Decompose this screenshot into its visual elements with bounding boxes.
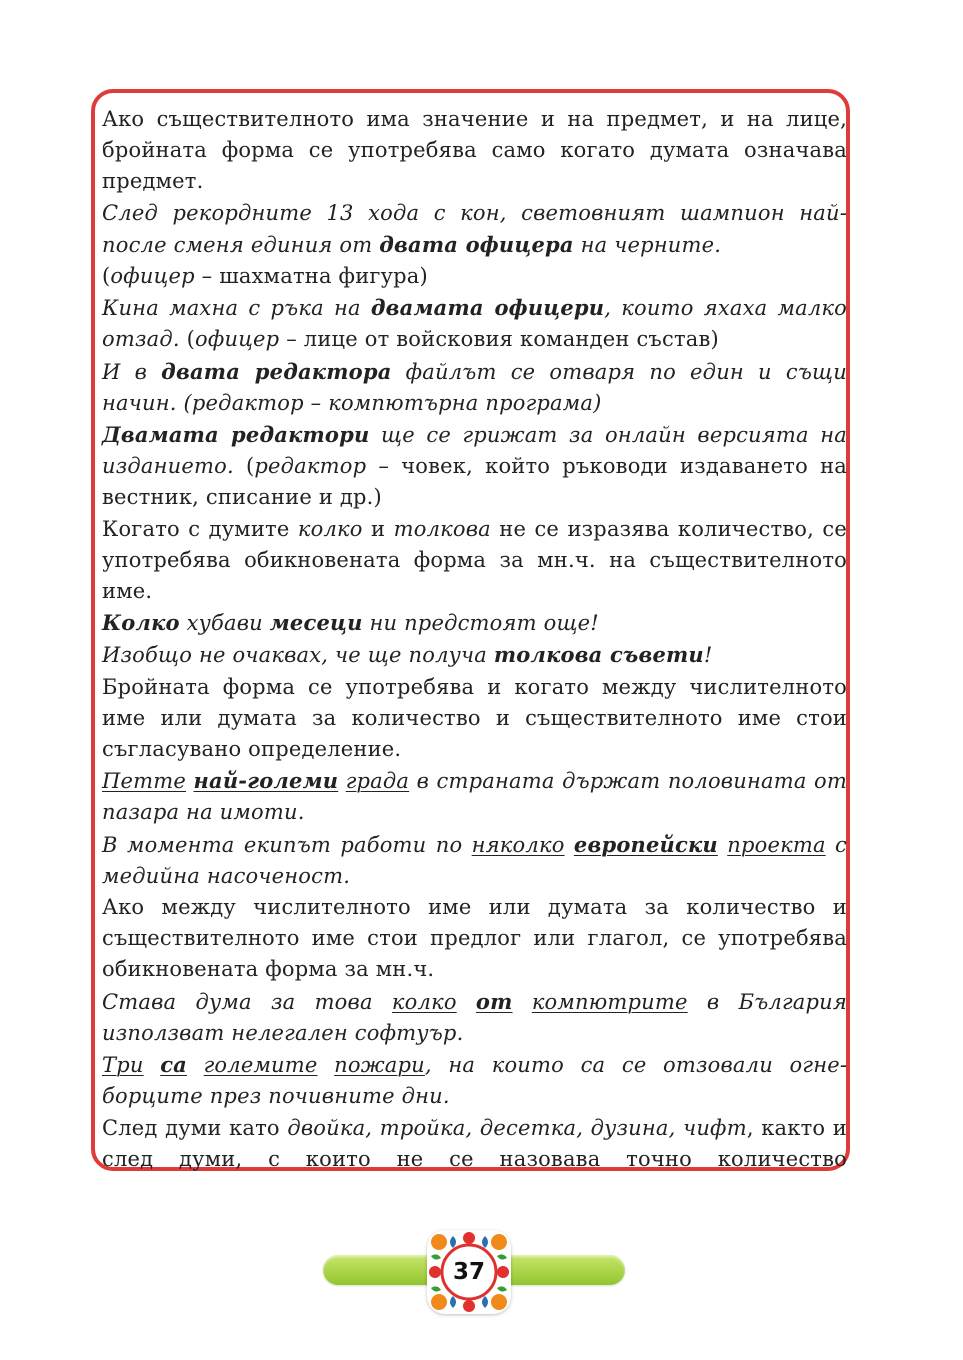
example-4: Двамата редактори ще се грижат за онлайн версията на изданието. (редактор – човек, който ръководи издаването на вестник, списание и др.) [102, 422, 847, 510]
paragraph-rule-5: След думи като двойка, тройка, десетка, дузина, чифт, както и след думи, с които не се назовава точно количество [102, 1115, 847, 1171]
example-2: Кина махна с ръка на двамата офицери, които яхаха малко отзад. (офицер – лице от войсковия команден състав) [102, 295, 847, 352]
example-7: Петте най-големи града в страната държат половината от пазара на имоти. [102, 768, 847, 825]
page-number: 37 [445, 1251, 493, 1293]
example-8: В момента екипът работи по няколко европейски проекта с медийна насоченост. [102, 831, 847, 888]
paragraph-rule-4: Ако между числителното име или думата за количество и съществителното име стои предлог или глагол, се употребява обикновената форма за мн.ч. [102, 895, 847, 982]
example-5: Колко хубави месеци ни предстоят още! [102, 610, 599, 636]
example-9: Става дума за това колко от компютрите в България използват нелегален софтуър. [102, 988, 847, 1045]
paragraph-rule-1: Ако съществителното има значение и на предмет, и на лице, бройната форма се употребява само когато думата означава предмет. [102, 107, 847, 194]
paragraph-rule-3: Бройната форма се употребява и когато между числителното име или думата за количество и съществителното име стои съгласувано определение. [102, 674, 847, 762]
example-10: Три са големите пожари, на които са се отзовали огнеборците през почивните дни. [102, 1052, 847, 1109]
body-text [102, 104, 847, 1175]
example-3: И в двата редактора файлът се отваря по един и същи начин. (редактор – компютърна програма) [102, 358, 847, 415]
paragraph-rule-2: Когато с думите колко и толкова не се изразява количество, се употребява обикновената форма за мн.ч. на съществителното име. [102, 516, 848, 604]
example-1: След рекордните 13 хода с кон, световният шампион най-после сменя единия от двата офицера на черните. (офицер – шахматна фигура) [102, 200, 847, 289]
example-6: Изобщо не очаквах, че ще получа толкова съвети! [102, 642, 713, 668]
